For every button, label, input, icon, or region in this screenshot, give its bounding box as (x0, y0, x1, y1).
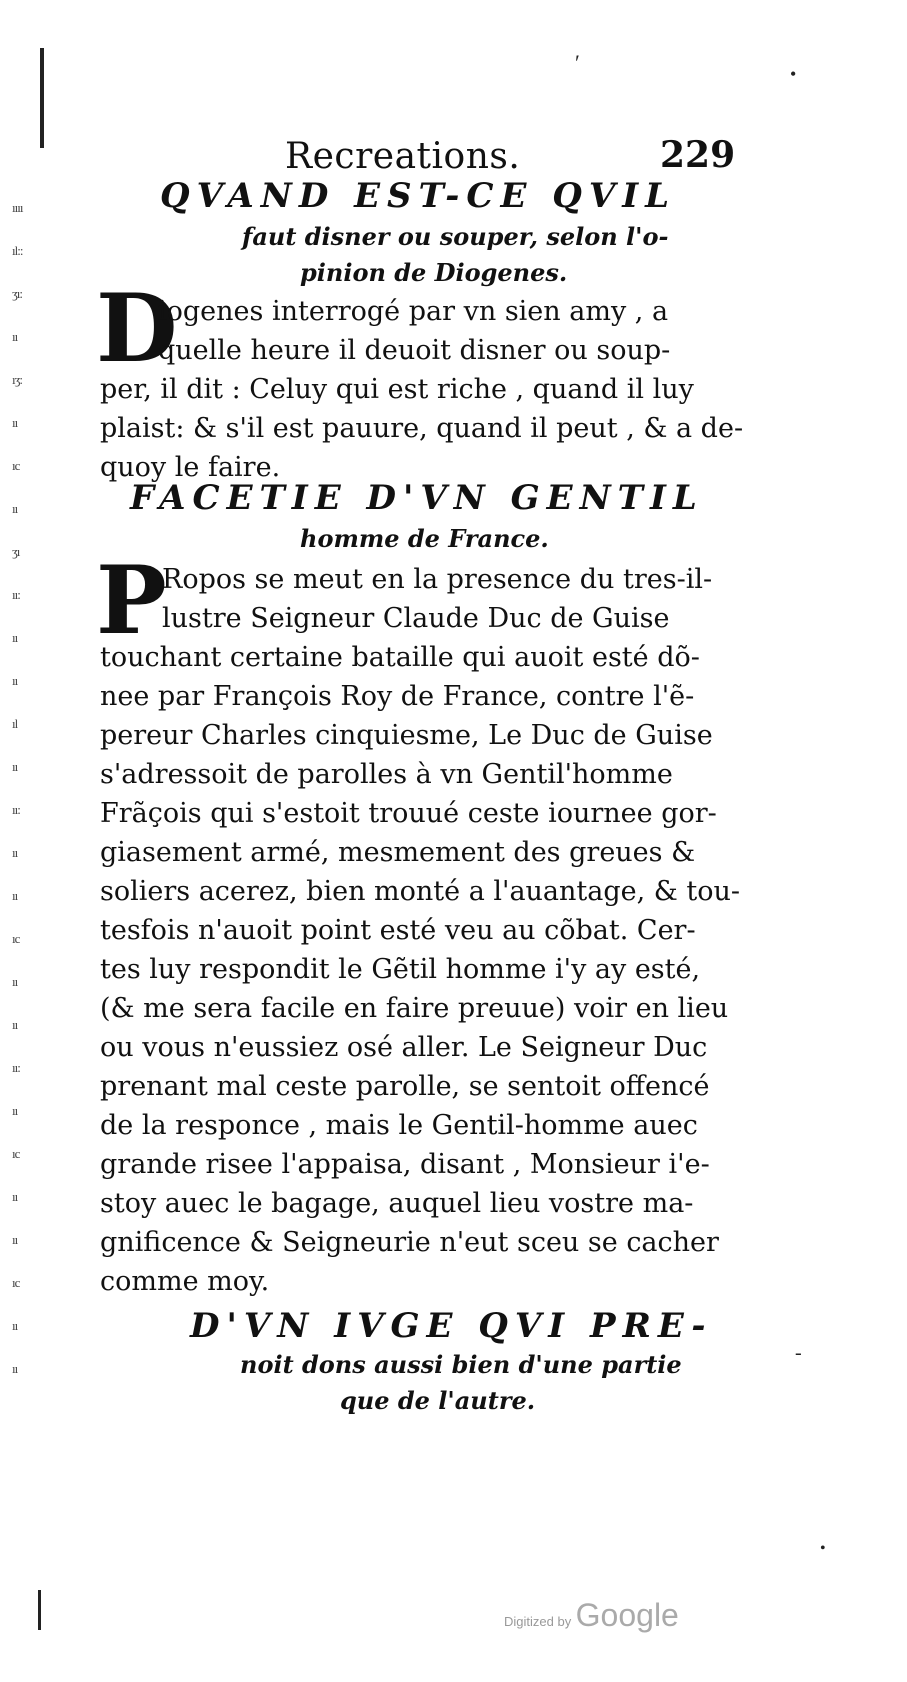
bleedthrough-mark: ıc (12, 458, 20, 473)
text-line: prenant mal ceste parolle, se sentoit offencé (100, 1071, 710, 1102)
bleedthrough-mark: ıı: (12, 802, 20, 817)
left-margin-bar (40, 48, 44, 148)
bleedthrough-mark: ıı (12, 974, 18, 989)
bleedthrough-mark: ʒı: (12, 286, 22, 301)
bleedthrough-mark: ıı (12, 888, 18, 903)
drop-cap: P (96, 546, 167, 656)
paragraph (162, 560, 712, 638)
text-line: Ropos se meut en la presence du tres-il- (162, 564, 713, 595)
text-line: (& me sera facile en faire preuue) voir en lieu (100, 993, 729, 1024)
paragraph (100, 370, 743, 487)
section-heading: QVAND EST-CE QVIL (160, 176, 677, 216)
left-margin-bar-bottom (38, 1590, 41, 1630)
bleedthrough-mark: ıl:: (12, 243, 23, 258)
bleedthrough-mark: ıı (12, 1017, 18, 1032)
google-logo-text: Google (575, 1597, 679, 1633)
text-line: per, il dit : Celuy qui est riche , quand il luy (100, 374, 694, 405)
text-line: grande risee l'appaisa, disant , Monsieur i'e- (100, 1149, 710, 1180)
text-line: soliers acerez, bien monté a l'auantage, & tou- (100, 876, 741, 907)
bleedthrough-mark: ıı (12, 1318, 18, 1333)
text-line: nee par François Roy de France, contre l'ẽ- (100, 681, 695, 712)
text-line: tesfois n'auoit point esté veu au cõbat. Cer- (100, 915, 696, 946)
bleedthrough-mark: ıı (12, 759, 18, 774)
section-subheading-line: faut disner ou souper, selon l'o- (242, 222, 669, 251)
text-line: iogenes interrogé par vn sien amy , a (158, 296, 669, 327)
bleedthrough-mark: ıı (12, 501, 18, 516)
bleedthrough-mark: ıl (12, 716, 18, 731)
bleedthrough-mark: ıı (12, 415, 18, 430)
drop-cap: D (96, 274, 178, 384)
text-line: gnificence & Seigneurie n'eut sceu se cacher (100, 1227, 719, 1258)
digitized-by-label: Digitized by (504, 1614, 572, 1629)
section-heading: D'VN IVGE QVI PRE- (190, 1306, 713, 1346)
bleedthrough-mark: ıı (12, 329, 18, 344)
text-line: quelle heure il deuoit disner ou soup- (158, 335, 671, 366)
bleedthrough-mark: ıʒ: (12, 372, 22, 387)
text-line: touchant certaine bataille qui auoit esté dõ- (100, 642, 700, 673)
bleedthrough-mark: ıc (12, 1146, 20, 1161)
bleedthrough-mark: ıııı (12, 200, 23, 215)
text-line: giasement armé, mesmement des greues & (100, 837, 696, 868)
section-heading: FACETIE D'VN GENTIL (130, 478, 704, 518)
section-subheading-line: que de l'autre. (340, 1386, 536, 1415)
stray-mark: • (820, 1540, 826, 1557)
text-line: comme moy. (100, 1266, 270, 1297)
bleedthrough-mark: ıc (12, 1275, 20, 1290)
bleedthrough-mark: ʒı (12, 544, 20, 559)
text-line: tes luy respondit le Gẽtil homme i'y ay esté, (100, 954, 701, 985)
text-line: lustre Seigneur Claude Duc de Guise (162, 603, 670, 634)
bleedthrough-mark: ıı (12, 1103, 18, 1118)
text-line: s'adressoit de parolles à vn Gentil'homme (100, 759, 673, 790)
bleedthrough-mark: ıı (12, 845, 18, 860)
page-number: 229 (660, 134, 736, 176)
stray-mark: • (790, 64, 797, 84)
bleedthrough-mark: ıı (12, 630, 18, 645)
section-subheading-line: pinion de Diogenes. (300, 258, 568, 287)
text-line: pereur Charles cinquiesme, Le Duc de Guise (100, 720, 713, 751)
bleedthrough-mark: ıı (12, 1361, 18, 1376)
section-subheading-line: noit dons aussi bien d'une partie (240, 1350, 682, 1379)
text-line: ou vous n'eussiez osé aller. Le Seigneur Duc (100, 1032, 708, 1063)
text-line: stoy auec le bagage, auquel lieu vostre ma- (100, 1188, 694, 1219)
bleedthrough-mark: ıı: (12, 1060, 20, 1075)
running-title: Recreations. (285, 136, 521, 177)
paragraph (100, 638, 740, 1301)
text-line: Frãçois qui s'estoit trouué ceste iournee gor- (100, 798, 717, 829)
bleedthrough-mark: ıı: (12, 587, 20, 602)
text-line: de la responce , mais le Gentil-homme auec (100, 1110, 698, 1141)
text-line: quoy le faire. (100, 452, 281, 483)
paragraph (158, 292, 670, 370)
text-line: plaist: & s'il est pauure, quand il peut , & a de- (100, 413, 744, 444)
section-subheading-line: homme de France. (300, 524, 549, 553)
stray-mark: ′ (575, 50, 580, 75)
bleedthrough-mark: ıc (12, 931, 20, 946)
digitized-by-google-mark (504, 1597, 679, 1634)
stray-mark: - (795, 1342, 802, 1364)
bleedthrough-mark: ıı (12, 1189, 18, 1204)
bleedthrough-mark: ıı (12, 673, 18, 688)
bleedthrough-mark: ıı (12, 1232, 18, 1247)
